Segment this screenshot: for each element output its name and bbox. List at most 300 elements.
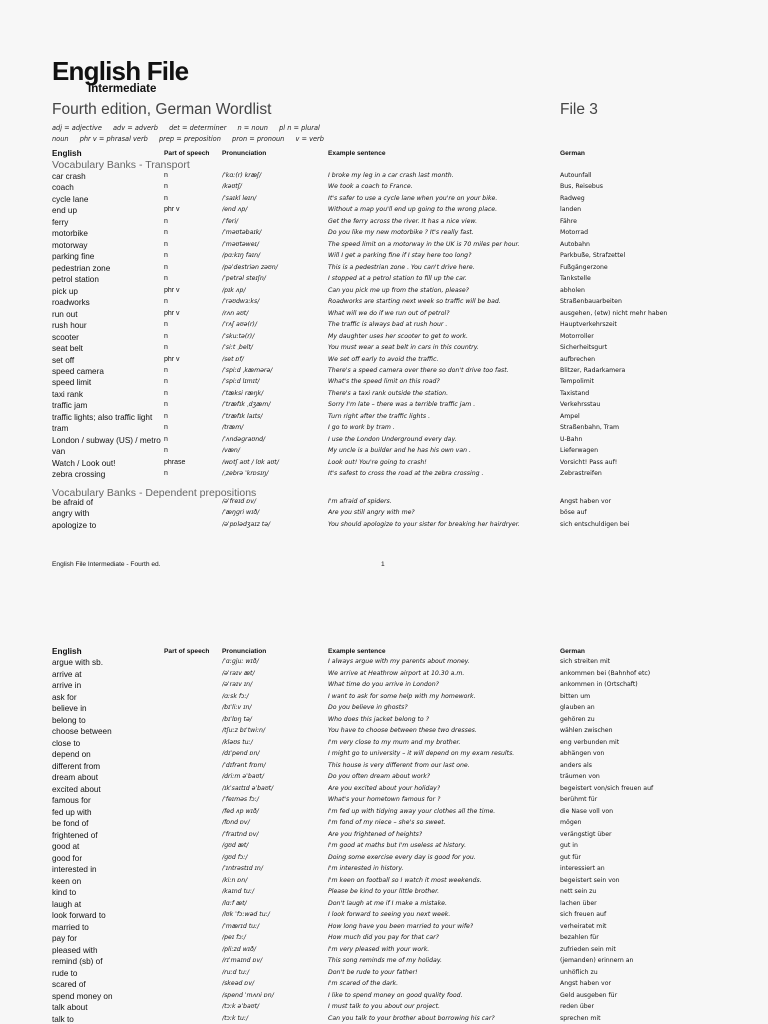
word-example: What's the speed limit on this road? [328, 378, 440, 386]
word-pronunciation: /tɔːk əˈbaʊt/ [222, 1003, 260, 1010]
word-german: Fähre [560, 217, 577, 225]
word-pronunciation: /peɪ fɔː/ [222, 934, 246, 941]
table-row [0, 808, 768, 819]
table-row [0, 854, 768, 865]
word-example: Will I get a parking fine if I stay here too long? [328, 252, 472, 260]
word-german: Zebrastreifen [560, 470, 602, 478]
word-german: böse auf [560, 509, 587, 517]
word-example: Turn right after the traffic lights . [328, 412, 431, 420]
word-part-of-speech: n [164, 321, 168, 329]
word-english: speed camera [52, 366, 104, 376]
header-part-of-speech-2: Part of speech [164, 648, 210, 655]
word-part-of-speech: phr v [164, 286, 180, 294]
word-english: arrive in [52, 681, 82, 690]
word-pronunciation: /ɡʊd fɔː/ [222, 853, 248, 861]
word-german: ausgehen, (etw) nicht mehr haben [560, 309, 668, 317]
word-example: I broke my leg in a car crash last month. [328, 172, 454, 179]
word-german: gut für [560, 853, 581, 861]
word-pronunciation: /tʃuːz bɪˈtwiːn/ [222, 727, 266, 734]
table-row [0, 969, 768, 980]
word-example: I stopped at a petrol station to fill up the car. [328, 275, 467, 283]
word-pronunciation: /kəʊtʃ/ [222, 183, 242, 191]
word-pronunciation: /driːm əˈbaʊt/ [222, 773, 264, 780]
word-pronunciation: /ˈməʊtəbaɪk/ [222, 229, 262, 237]
word-pronunciation: /ˈfraɪtnd ɒv/ [222, 830, 259, 838]
word-german: Taxistand [560, 389, 590, 397]
table-row [0, 716, 768, 727]
word-english: keen on [52, 876, 82, 886]
word-english: van [52, 447, 66, 457]
word-example: I'm interested in history. [328, 865, 404, 872]
word-part-of-speech: n [164, 229, 168, 237]
word-pronunciation: /rʌn aʊt/ [222, 309, 249, 317]
word-pronunciation: /ˈsiːt ˌbelt/ [222, 344, 253, 352]
section-title-transport: Vocabulary Banks - Transport [52, 159, 190, 171]
word-english: taxi rank [52, 389, 83, 399]
footer-text: English File Intermediate - Fourth ed. [52, 561, 161, 568]
word-example: I might go to university – it will depend on my exam results. [328, 750, 515, 757]
file-label: File 3 [560, 101, 598, 118]
word-example: You have to choose between these two dresses. [328, 727, 477, 734]
table-row [0, 275, 768, 286]
word-english: speed limit [52, 378, 92, 388]
word-english: run out [52, 309, 78, 319]
table-row [0, 865, 768, 876]
word-part-of-speech: n [164, 298, 168, 306]
word-english: kind to [52, 888, 77, 897]
word-german: eng verbunden mit [560, 738, 620, 746]
word-german: Blitzer, Radarkamera [560, 366, 626, 374]
word-german: sich entschuldigen bei [560, 520, 630, 528]
word-example: Do you often dream about work? [328, 773, 431, 780]
word-pronunciation: /ˈtræfɪk ˌdʒæm/ [222, 401, 271, 409]
table-row [0, 367, 768, 378]
word-pronunciation: /ruːd tuː/ [222, 968, 250, 976]
table-row [0, 842, 768, 853]
table-row [0, 704, 768, 715]
word-example: The traffic is always bad at rush hour . [328, 321, 448, 329]
word-pronunciation: /ˈsaɪkl leɪn/ [222, 194, 257, 202]
word-english: cycle lane [52, 194, 89, 204]
word-pronunciation: /ˈdɪfrənt frɒm/ [222, 761, 266, 769]
word-german: ankommen in (Ortschaft) [560, 681, 638, 688]
word-english: excited about [52, 784, 101, 794]
word-example: I'm fond of my niece – she's so sweet. [328, 819, 446, 826]
word-german: Lieferwagen [560, 447, 599, 455]
word-example: The speed limit on a motorway in the UK is 70 miles per hour. [328, 240, 520, 248]
abbreviation-legend-line2 [52, 135, 333, 143]
word-german: Verkehrsstau [560, 401, 601, 409]
word-german: glauben an [560, 704, 595, 711]
header-part-of-speech: Part of speech [164, 150, 210, 157]
word-pronunciation: /ˈmærɪd tuː/ [222, 922, 260, 930]
word-part-of-speech: n [164, 183, 168, 191]
table-row [0, 252, 768, 263]
word-example: My daughter uses her scooter to get to work. [328, 332, 468, 340]
word-part-of-speech: n [164, 424, 168, 432]
word-english: pick up [52, 286, 78, 296]
word-example: I use the London Underground every day. [328, 435, 457, 443]
table-row [0, 333, 768, 344]
word-german: Bus, Reisebus [560, 183, 603, 191]
word-part-of-speech: n [164, 172, 168, 179]
word-english: motorway [52, 240, 88, 250]
word-part-of-speech: n [164, 263, 168, 271]
table-row [0, 796, 768, 807]
word-part-of-speech: n [164, 447, 168, 455]
word-english: scooter [52, 332, 79, 342]
table-row [0, 934, 768, 945]
table-row [0, 287, 768, 298]
word-pronunciation: /əˈraɪv ɪn/ [222, 681, 253, 688]
table-row [0, 980, 768, 991]
word-english: roadworks [52, 298, 90, 308]
word-english: different from [52, 761, 101, 771]
word-example: Are you still angry with me? [328, 509, 415, 517]
legend-item: v = verb [295, 135, 324, 143]
word-pronunciation: /ˈkɑː(r) kræʃ/ [222, 172, 262, 179]
table-row [0, 1003, 768, 1014]
word-example: Do you like my new motorbike ? It's really fast. [328, 229, 474, 237]
word-english: interested in [52, 865, 97, 874]
legend-item: pl n = plural [279, 124, 320, 132]
word-pronunciation: /pɪk ʌp/ [222, 286, 246, 294]
word-example: How long have you been married to your wife? [328, 922, 474, 930]
word-english: pay for [52, 934, 78, 943]
word-example: You must wear a seat belt in cars in this country. [328, 344, 479, 352]
word-example: You should apologize to your sister for breaking her hairdryer. [328, 520, 520, 528]
word-english: close to [52, 738, 81, 748]
table-row [0, 195, 768, 206]
word-pronunciation: /ˌzebrə ˈkrɒsɪŋ/ [222, 470, 269, 478]
header-english: English [52, 149, 82, 158]
word-pronunciation: /ˈspiːd lɪmɪt/ [222, 378, 260, 386]
table-row [0, 378, 768, 389]
word-english: end up [52, 206, 78, 216]
english-file-logo [52, 58, 188, 95]
logo-title: English File [52, 56, 189, 86]
word-pronunciation: /træm/ [222, 424, 244, 432]
header-german: German [560, 150, 585, 157]
word-german: Fußgängerzone [560, 263, 608, 271]
word-example: I must talk to you about our project. [328, 1003, 440, 1010]
word-german: unhöflich zu [560, 968, 598, 976]
table-row [0, 401, 768, 412]
word-english: talk to [52, 1014, 74, 1024]
table-row [0, 911, 768, 922]
word-english: traffic lights; also traffic light [52, 412, 153, 422]
word-part-of-speech: n [164, 435, 168, 443]
word-english: be fond of [52, 819, 89, 828]
word-part-of-speech: n [164, 252, 168, 260]
word-german: Straßenbahn, Tram [560, 424, 620, 432]
table-row [0, 413, 768, 424]
word-pronunciation: /skeəd ɒv/ [222, 980, 255, 987]
word-example: It's safer to use a cycle lane when you're on your bike. [328, 194, 498, 202]
word-pronunciation: /ɡʊd æt/ [222, 842, 249, 849]
word-german: sich freuen auf [560, 911, 607, 918]
logo-subtitle: Intermediate [88, 83, 157, 95]
word-pronunciation: /ˈæŋɡri wɪð/ [222, 509, 260, 517]
table-row [0, 172, 768, 183]
word-english: traffic jam [52, 401, 88, 411]
word-english: argue with sb. [52, 658, 103, 667]
word-example: I'm very close to my mum and my brother. [328, 738, 461, 746]
word-part-of-speech: phr v [164, 206, 180, 214]
word-pronunciation: /əˈpɒlədʒaɪz tə/ [222, 520, 271, 528]
word-english: believe in [52, 704, 87, 713]
section-title-prepositions: Vocabulary Banks - Dependent prepositions [52, 487, 257, 499]
word-pronunciation: /fɒnd ɒv/ [222, 819, 250, 826]
word-pronunciation: /əˈraɪv æt/ [222, 669, 255, 677]
word-part-of-speech: n [164, 470, 168, 478]
word-example: Do you believe in ghosts? [328, 704, 408, 711]
word-pronunciation: /dɪˈpend ɒn/ [222, 750, 260, 757]
word-pronunciation: /ɪkˈsaɪtɪd əˈbaʊt/ [222, 784, 274, 792]
word-german: Hauptverkehrszeit [560, 321, 617, 329]
word-german: Angst haben vor [560, 980, 612, 987]
word-german: Motorroller [560, 332, 594, 340]
word-german: interessiert an [560, 865, 605, 872]
word-english: motorbike [52, 229, 88, 239]
word-example: Are you excited about your holiday? [328, 784, 441, 792]
word-german: Ampel [560, 412, 580, 420]
table-row [0, 206, 768, 217]
word-german: Tankstelle [560, 275, 591, 283]
table-row [0, 241, 768, 252]
header-pronunciation-2: Pronunciation [222, 648, 267, 655]
word-german: aufbrechen [560, 355, 596, 363]
word-german: abholen [560, 286, 585, 294]
legend-item: n = noun [237, 124, 268, 132]
word-english: look forward to [52, 911, 106, 920]
word-english: pleased with [52, 945, 98, 955]
word-pronunciation: /ˈpetrəl steɪʃn/ [222, 275, 266, 283]
word-german: U-Bahn [560, 435, 583, 443]
word-german: berühmt für [560, 796, 598, 803]
word-pronunciation: /ɑːsk fɔː/ [222, 692, 249, 700]
table-row [0, 750, 768, 761]
word-part-of-speech: n [164, 401, 168, 409]
table-row [0, 229, 768, 240]
word-german: begeistert von/sich freuen auf [560, 784, 654, 792]
table-row [0, 946, 768, 957]
table-row [0, 693, 768, 704]
word-pronunciation: /pɑːkɪŋ faɪn/ [222, 252, 261, 260]
word-example: What time do you arrive in London? [328, 681, 439, 688]
table-row [0, 900, 768, 911]
word-english: zebra crossing [52, 470, 106, 480]
word-example: Don't be rude to your father! [328, 968, 418, 976]
word-example: I'm fed up with tidying away your clothes all the time. [328, 807, 496, 815]
word-pronunciation: /ˈspiːd ˌkæmərə/ [222, 366, 273, 374]
table-row [0, 923, 768, 934]
word-pronunciation: /wɒtʃ aʊt / lʊk aʊt/ [222, 458, 279, 466]
table-row [0, 344, 768, 355]
document-title: Fourth edition, German Wordlist [52, 101, 272, 118]
word-german: Autobahn [560, 240, 590, 248]
word-example: What will we do if we run out of petrol? [328, 309, 450, 317]
word-german: anders als [560, 761, 592, 769]
word-example: There's a speed camera over there so don't drive too fast. [328, 366, 509, 374]
word-example: How much did you pay for that car? [328, 934, 439, 941]
word-part-of-speech: n [164, 275, 168, 283]
word-example: This is a pedestrian zone . You can't drive here. [328, 263, 475, 271]
table-row [0, 390, 768, 401]
word-example: Can you pick me up from the station, please? [328, 286, 469, 294]
word-german: mögen [560, 819, 582, 826]
word-pronunciation: /ˈskuːtə(r)/ [222, 332, 255, 340]
legend-item: phr v = phrasal verb [79, 135, 148, 143]
word-pronunciation: /bɪˈliːv ɪn/ [222, 704, 252, 711]
word-english: dream about [52, 773, 98, 782]
word-german: verängstigt über [560, 830, 612, 838]
word-english: rude to [52, 968, 78, 978]
word-english: be afraid of [52, 498, 93, 507]
word-pronunciation: /tɔːk tuː/ [222, 1014, 249, 1022]
word-english: laugh at [52, 899, 82, 909]
table-row [0, 739, 768, 750]
table-row [0, 498, 768, 509]
word-example: I'm very pleased with your work. [328, 945, 430, 953]
table-row [0, 264, 768, 275]
word-example: This house is very different from our last one. [328, 761, 470, 769]
word-german: Angst haben vor [560, 498, 612, 505]
header-english-2: English [52, 647, 82, 656]
word-example: Look out! You're going to crash! [328, 458, 427, 466]
word-german: die Nase voll von [560, 807, 614, 815]
word-part-of-speech: phr v [164, 355, 180, 363]
table-row [0, 762, 768, 773]
table-row [0, 681, 768, 692]
word-example: Can you talk to your brother about borrowing his car? [328, 1014, 495, 1022]
word-german: reden über [560, 1003, 595, 1010]
word-pronunciation: /ˈferi/ [222, 217, 239, 225]
table-row [0, 183, 768, 194]
word-english: petrol station [52, 275, 99, 285]
word-english: ask for [52, 692, 77, 702]
word-english: frightened of [52, 830, 98, 840]
word-pronunciation: /set ɒf/ [222, 355, 244, 363]
word-example: I'm good at maths but I'm useless at history. [328, 842, 467, 849]
word-english: fed up with [52, 807, 92, 817]
table-row [0, 310, 768, 321]
word-german: bezahlen für [560, 934, 599, 941]
word-example: What's your hometown famous for ? [328, 796, 441, 803]
word-pronunciation: /rɪˈmaɪnd ɒv/ [222, 957, 263, 964]
header-pronunciation: Pronunciation [222, 150, 267, 157]
word-english: car crash [52, 172, 86, 181]
table-row [0, 819, 768, 830]
word-german: Vorsicht! Pass auf! [560, 458, 618, 466]
table-row [0, 436, 768, 447]
table-row [0, 298, 768, 309]
word-part-of-speech: n [164, 389, 168, 397]
word-english: spend money on [52, 991, 113, 1001]
table-row [0, 218, 768, 229]
table-row [0, 957, 768, 968]
word-german: nett sein zu [560, 888, 597, 895]
word-english: angry with [52, 509, 90, 519]
word-german: Radweg [560, 194, 585, 202]
word-part-of-speech: n [164, 217, 168, 225]
word-example: I go to work by tram . [328, 424, 395, 432]
word-example: Without a map you'll end up going to the wrong place. [328, 206, 498, 214]
word-example: It's safest to cross the road at the zebra crossing . [328, 470, 484, 478]
word-english: ferry [52, 217, 69, 227]
word-english: belong to [52, 715, 86, 725]
word-example: I'm afraid of spiders. [328, 498, 392, 505]
word-pronunciation: /ˈrʌʃ aʊə(r)/ [222, 321, 257, 329]
word-german: lachen über [560, 899, 597, 907]
table-row [0, 424, 768, 435]
word-german: wählen zwischen [560, 727, 613, 734]
table-row [0, 356, 768, 367]
word-pronunciation: /ˈməʊtəweɪ/ [222, 240, 259, 248]
word-english: parking fine [52, 252, 95, 262]
table-row [0, 773, 768, 784]
word-example: I want to ask for some help with my homework. [328, 692, 476, 700]
footer-page-number: 1 [381, 561, 385, 568]
word-german: Autounfall [560, 172, 592, 179]
table-row [0, 521, 768, 532]
word-part-of-speech: phr v [164, 309, 180, 317]
header-example-sentence-2: Example sentence [328, 648, 386, 655]
word-english: good at [52, 842, 80, 851]
word-german: Sicherheitsgurt [560, 344, 608, 352]
word-example: My uncle is a builder and he has his own van . [328, 447, 471, 455]
word-german: Tempolimit [560, 378, 594, 386]
word-pronunciation: /bɪˈlɒŋ tə/ [222, 715, 252, 723]
abbreviation-legend-line1 [52, 124, 329, 132]
table-row [0, 992, 768, 1003]
table-row [0, 470, 768, 481]
word-german: ankommen bei (Bahnhof etc) [560, 669, 651, 677]
word-part-of-speech: n [164, 378, 168, 386]
table-row [0, 459, 768, 470]
word-pronunciation: /end ʌp/ [222, 206, 248, 214]
word-pronunciation: /lʊk ˈfɔːwəd tuː/ [222, 911, 270, 918]
word-part-of-speech: phrase [164, 458, 186, 466]
table-row [0, 447, 768, 458]
word-english: pedestrian zone [52, 263, 111, 273]
word-english: married to [52, 922, 89, 932]
word-example: Get the ferry across the river. It has a nice view. [328, 217, 478, 225]
word-english: arrive at [52, 669, 82, 679]
word-part-of-speech: n [164, 366, 168, 374]
word-pronunciation: /væn/ [222, 447, 240, 455]
word-german: sich streiten mit [560, 658, 611, 665]
word-example: Please be kind to your little brother. [328, 888, 440, 895]
word-example: Don't laugh at me if I make a mistake. [328, 899, 447, 907]
word-german: begeistert sein von [560, 876, 620, 884]
word-german: abhängen von [560, 750, 605, 757]
word-german: (jemanden) erinnern an [560, 957, 634, 964]
word-example: I'm scared of the dark. [328, 980, 399, 987]
table-row [0, 727, 768, 738]
table-row [0, 670, 768, 681]
word-example: We arrive at Heathrow airport at 10.30 a.m. [328, 669, 465, 677]
word-example: I like to spend money on good quality food. [328, 991, 463, 999]
word-part-of-speech: n [164, 344, 168, 352]
word-pronunciation: /lɑːf æt/ [222, 899, 247, 907]
word-pronunciation: /ˈfeɪməs fɔː/ [222, 796, 259, 803]
word-example: Sorry I'm late – there was a terrible traffic jam . [328, 401, 476, 409]
word-english: London / subway (US) / metro [52, 435, 161, 445]
header-example-sentence: Example sentence [328, 150, 386, 157]
word-part-of-speech: n [164, 332, 168, 340]
word-example: Are you frightened of heights? [328, 830, 423, 838]
